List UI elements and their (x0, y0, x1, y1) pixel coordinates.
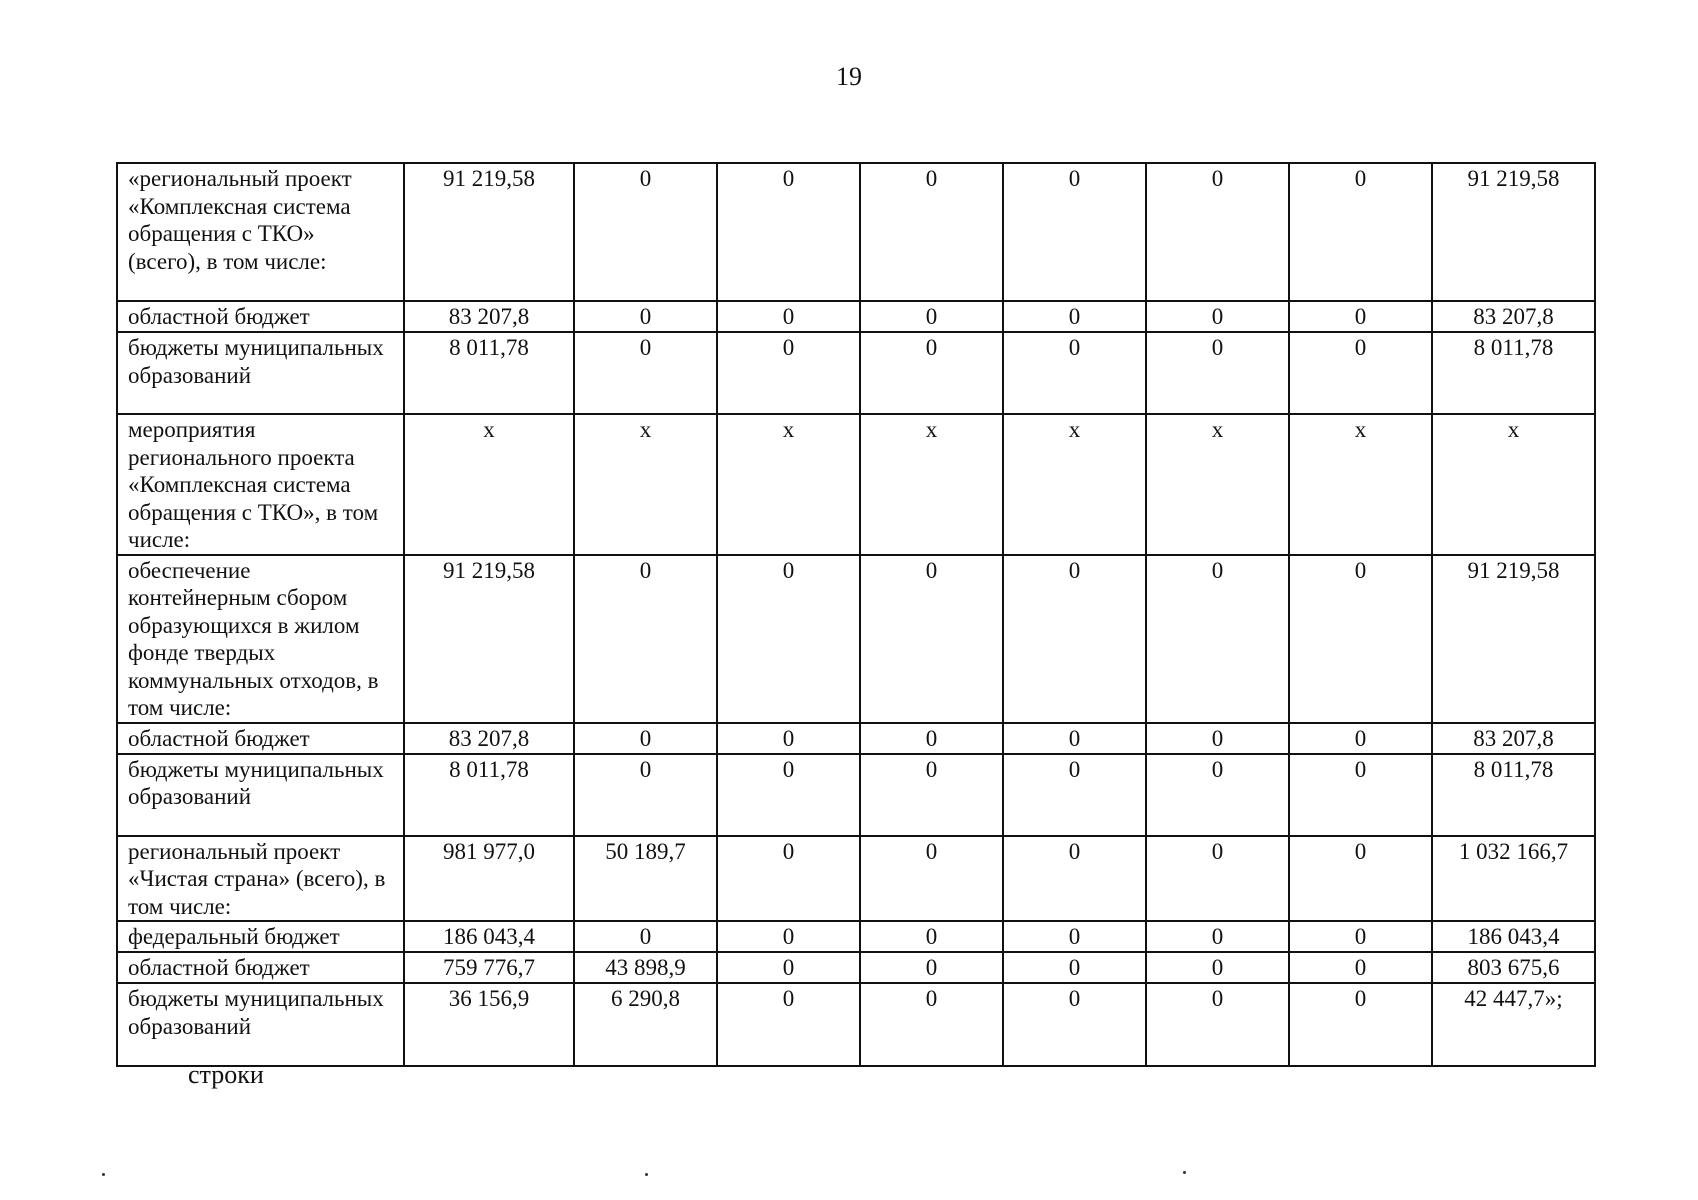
value-cell: 0 (717, 723, 860, 754)
value-cell: 0 (574, 301, 717, 332)
value-cell: 0 (1289, 921, 1432, 952)
value-cell: 8 011,78 (404, 332, 574, 414)
table-row (117, 555, 1595, 723)
value-cell: 0 (860, 754, 1003, 836)
row-label-cell: бюджеты муниципальных образований (117, 983, 404, 1066)
value-cell: 91 219,58 (404, 163, 574, 301)
value-cell: 0 (574, 723, 717, 754)
row-label-cell: бюджеты муниципальных образований (117, 754, 404, 836)
value-cell: 0 (1146, 332, 1289, 414)
value-cell: 0 (1289, 332, 1432, 414)
value-cell: 0 (860, 836, 1003, 922)
total-value-cell: 8 011,78 (1432, 332, 1595, 414)
table-row (117, 836, 1595, 922)
table-row (117, 723, 1595, 754)
value-cell: 0 (1146, 836, 1289, 922)
value-cell: 0 (717, 301, 860, 332)
value-cell: 0 (717, 754, 860, 836)
value-cell: 0 (574, 332, 717, 414)
value-cell: 0 (860, 921, 1003, 952)
value-cell: 0 (1003, 754, 1146, 836)
value-cell: 91 219,58 (404, 555, 574, 723)
table-row (117, 163, 1595, 301)
value-cell: 0 (1146, 163, 1289, 301)
value-cell: 0 (574, 163, 717, 301)
value-cell: 83 207,8 (404, 301, 574, 332)
value-cell: 0 (1289, 163, 1432, 301)
value-cell: 0 (1146, 301, 1289, 332)
value-cell: 83 207,8 (404, 723, 574, 754)
value-cell: 0 (574, 921, 717, 952)
value-cell: 0 (717, 952, 860, 983)
value-cell: 0 (717, 332, 860, 414)
table-row (117, 754, 1595, 836)
value-cell: 0 (717, 983, 860, 1066)
value-cell: 981 977,0 (404, 836, 574, 922)
value-cell: 0 (860, 301, 1003, 332)
value-cell: 0 (1003, 836, 1146, 922)
row-label-cell: областной бюджет (117, 301, 404, 332)
value-cell: 759 776,7 (404, 952, 574, 983)
value-cell: 0 (1146, 921, 1289, 952)
value-cell: 0 (1146, 983, 1289, 1066)
value-cell: 0 (1289, 754, 1432, 836)
value-cell: 0 (1289, 983, 1432, 1066)
value-cell: x (717, 414, 860, 555)
total-value-cell: 83 207,8 (1432, 723, 1595, 754)
value-cell: x (404, 414, 574, 555)
value-cell: 186 043,4 (404, 921, 574, 952)
value-cell: 0 (860, 723, 1003, 754)
value-cell: 0 (1289, 836, 1432, 922)
row-label-cell: федеральный бюджет (117, 921, 404, 952)
value-cell: 0 (1003, 952, 1146, 983)
row-label-cell: региональный проект «Чистая страна» (всего), в том числе: (117, 836, 404, 922)
total-value-cell: 186 043,4 (1432, 921, 1595, 952)
value-cell: 0 (1003, 983, 1146, 1066)
value-cell: x (1003, 414, 1146, 555)
total-value-cell: 83 207,8 (1432, 301, 1595, 332)
value-cell: 0 (860, 163, 1003, 301)
value-cell: 0 (574, 555, 717, 723)
value-cell: 43 898,9 (574, 952, 717, 983)
total-value-cell: 42 447,7»; (1432, 983, 1595, 1066)
table-row (117, 332, 1595, 414)
value-cell: 0 (1003, 163, 1146, 301)
value-cell: 0 (1003, 332, 1146, 414)
value-cell: 0 (1146, 723, 1289, 754)
row-label-cell: «региональный проект «Комплексная система обращения с ТКО» (всего), в том числе: (117, 163, 404, 301)
value-cell: 0 (717, 921, 860, 952)
value-cell: 0 (717, 836, 860, 922)
value-cell: 0 (860, 952, 1003, 983)
row-label-cell: мероприятия регионального проекта «Комплексная система обращения с ТКО», в том числе: (117, 414, 404, 555)
total-value-cell: 91 219,58 (1432, 163, 1595, 301)
value-cell: x (860, 414, 1003, 555)
total-value-cell: 8 011,78 (1432, 754, 1595, 836)
page-number: 19 (836, 62, 862, 91)
value-cell: 0 (1146, 952, 1289, 983)
row-label-cell: бюджеты муниципальных образований (117, 332, 404, 414)
value-cell: 8 011,78 (404, 754, 574, 836)
total-value-cell: 1 032 166,7 (1432, 836, 1595, 922)
table-body (117, 163, 1595, 1066)
total-value-cell: x (1432, 414, 1595, 555)
value-cell: x (1146, 414, 1289, 555)
value-cell: 0 (1003, 723, 1146, 754)
total-value-cell: 803 675,6 (1432, 952, 1595, 983)
value-cell: 0 (1289, 555, 1432, 723)
value-cell: 0 (860, 983, 1003, 1066)
value-cell: 0 (1146, 555, 1289, 723)
scan-dot (1183, 1171, 1186, 1174)
value-cell: 6 290,8 (574, 983, 717, 1066)
value-cell: 0 (1003, 921, 1146, 952)
value-cell: x (1289, 414, 1432, 555)
value-cell: 0 (1289, 952, 1432, 983)
table-row (117, 414, 1595, 555)
value-cell: 50 189,7 (574, 836, 717, 922)
value-cell: 36 156,9 (404, 983, 574, 1066)
row-label-cell: обеспечение контейнерным сбором образующихся в жилом фонде твердых коммунальных отходов, в том числе: (117, 555, 404, 723)
value-cell: 0 (1289, 301, 1432, 332)
value-cell: 0 (1003, 301, 1146, 332)
value-cell: x (574, 414, 717, 555)
value-cell: 0 (860, 555, 1003, 723)
table-row (117, 952, 1595, 983)
value-cell: 0 (717, 555, 860, 723)
table-row (117, 921, 1595, 952)
value-cell: 0 (860, 332, 1003, 414)
table-row (117, 301, 1595, 332)
scan-dot (102, 1173, 105, 1176)
value-cell: 0 (1146, 754, 1289, 836)
total-value-cell: 91 219,58 (1432, 555, 1595, 723)
value-cell: 0 (1289, 723, 1432, 754)
row-label-cell: областной бюджет (117, 952, 404, 983)
budget-table (116, 162, 1596, 1067)
scan-dot (645, 1173, 648, 1176)
row-label-cell: областной бюджет (117, 723, 404, 754)
value-cell: 0 (574, 754, 717, 836)
footer-text: строки (188, 1060, 264, 1089)
value-cell: 0 (717, 163, 860, 301)
table-row (117, 983, 1595, 1066)
value-cell: 0 (1003, 555, 1146, 723)
